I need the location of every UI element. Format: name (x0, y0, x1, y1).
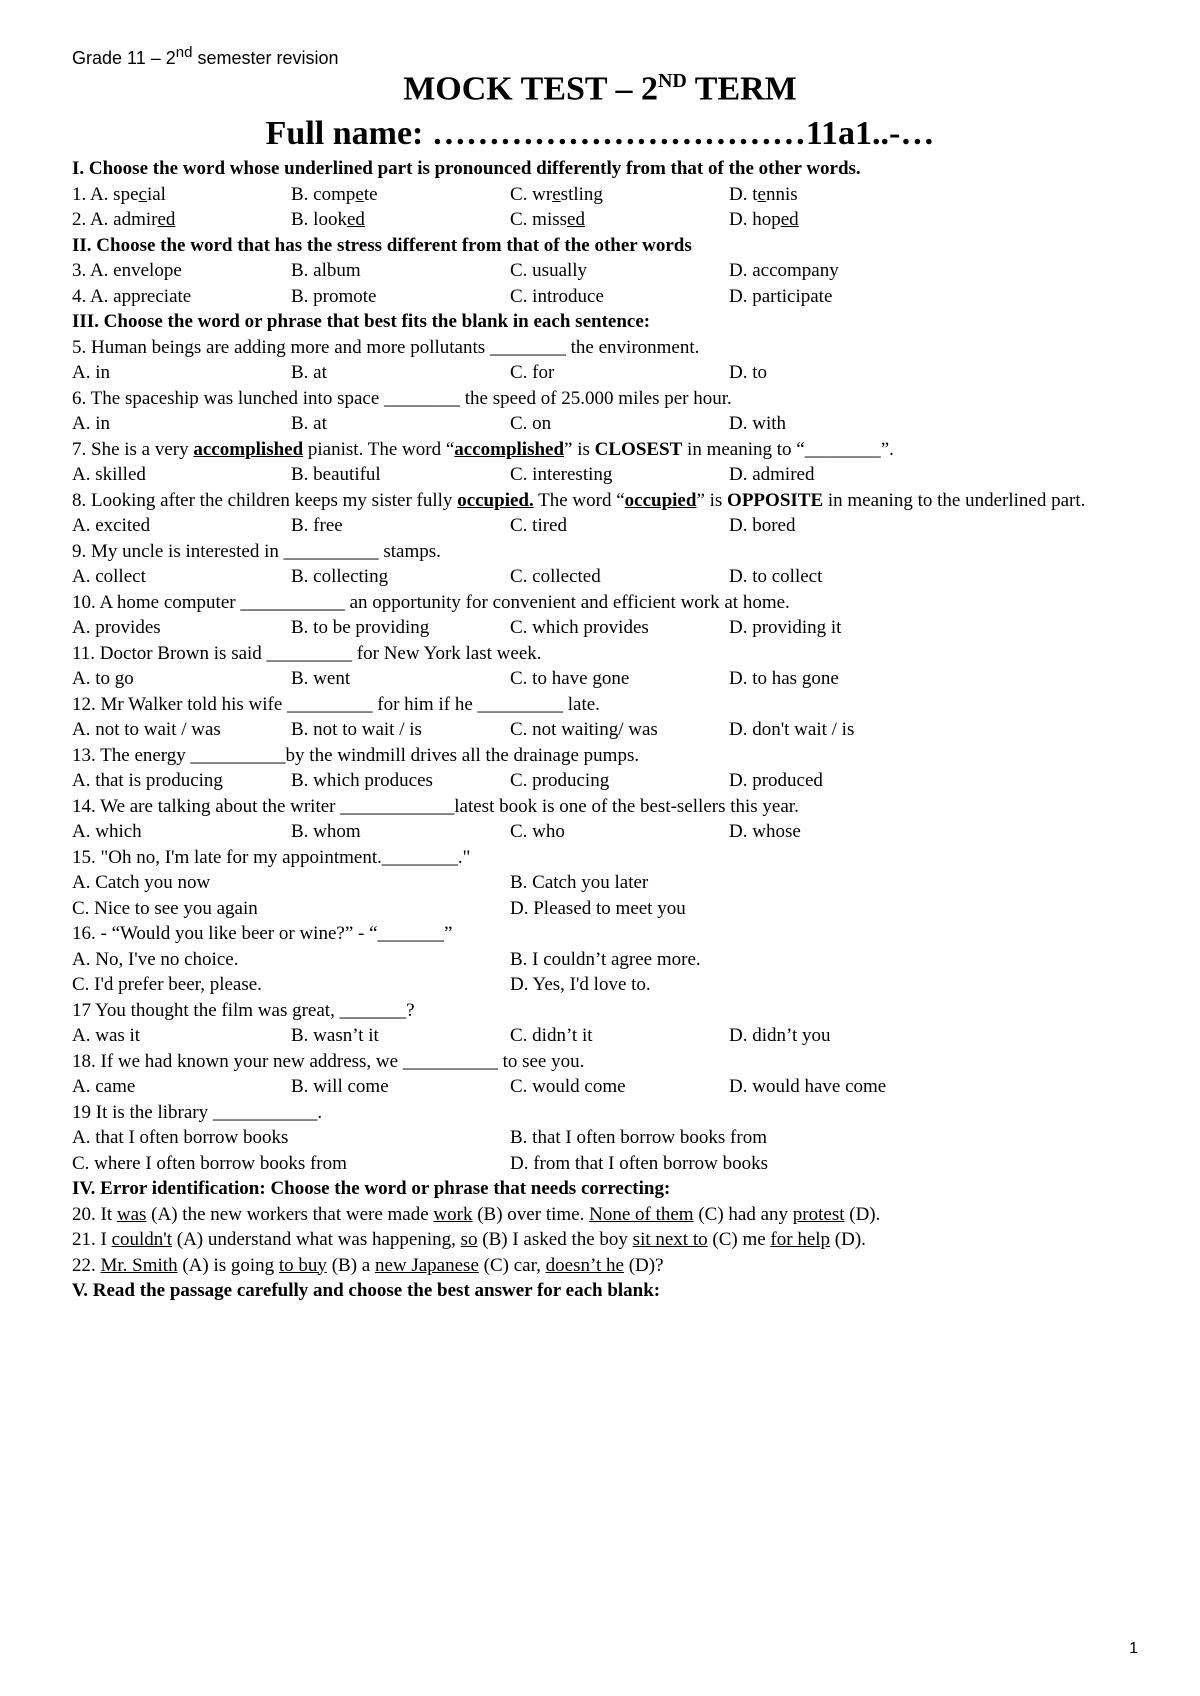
title-text-end: TERM (686, 70, 797, 108)
stem-text: 22. (72, 1254, 101, 1276)
question-10-options (72, 615, 1132, 641)
option-4b: B. promote (291, 285, 377, 307)
stem-text: pianist. The word “ (303, 438, 455, 460)
option-8d: D. bored (729, 515, 796, 536)
section-heading-5: V. Read the passage carefully and choose the best answer for each blank: (72, 1280, 661, 1301)
section-heading-2: II. Choose the word that has the stress different from that of the other words (72, 234, 692, 256)
option-7c: C. interesting (510, 464, 613, 485)
question-19-options-row1 (72, 1125, 1132, 1151)
stem-text: (A) is going (177, 1254, 279, 1276)
question-16-options-row1 (72, 947, 1132, 973)
header-note (72, 44, 339, 69)
question-13-stem: 13. The energy __________by the windmill drives all the drainage pumps. (72, 744, 640, 766)
option-10a: A. provides (72, 617, 161, 638)
option-4a: 4. A. appreciate (72, 285, 192, 307)
option-1d (729, 182, 948, 208)
option-text: 2. A. admir (72, 209, 158, 230)
option-5d: D. to (729, 362, 767, 383)
option-6c: C. on (510, 413, 552, 434)
emphasized-word: OPPOSITE (727, 489, 824, 511)
option-9b: B. collecting (291, 566, 389, 587)
question-7-options (72, 462, 1132, 488)
option-18a: A. came (72, 1076, 136, 1097)
option-16d: D. Yes, I'd love to. (510, 974, 651, 995)
stem-text: (D). (830, 1229, 866, 1250)
full-name-line: Full name: ……………………………11a1..-… (265, 115, 935, 152)
option-7a: A. skilled (72, 464, 146, 485)
stem-text: 20. It (72, 1203, 117, 1225)
option-14d: D. whose (729, 821, 801, 842)
question-21 (72, 1227, 1132, 1253)
stem-text: ” is (696, 489, 728, 511)
option-12c: C. not waiting/ was (510, 719, 658, 740)
title-text: MOCK TEST – 2 (403, 70, 658, 108)
question-13-options (72, 768, 1132, 794)
header-note-superscript: nd (175, 44, 193, 61)
stem-text: (C) me (707, 1229, 771, 1250)
option-6d: D. with (729, 413, 786, 434)
stem-text: (C) had any (693, 1203, 793, 1225)
question-8-options (72, 513, 1132, 539)
underlined-part: None of them (589, 1203, 694, 1225)
option-10c: C. which provides (510, 617, 649, 638)
underlined-part: ed (346, 209, 365, 230)
option-9a: A. collect (72, 566, 146, 587)
stem-text: 21. I (72, 1229, 112, 1250)
option-5b: B. at (291, 362, 327, 383)
option-7d: D. admired (729, 464, 815, 485)
option-17c: C. didn’t it (510, 1025, 593, 1046)
stem-text: ” is (564, 438, 595, 460)
page-title (0, 70, 1200, 108)
option-15d: D. Pleased to meet you (510, 897, 686, 919)
option-1a (72, 182, 291, 208)
emphasized-word: accomplished (193, 438, 304, 460)
option-5c: C. for (510, 362, 555, 383)
option-4d: D. participate (729, 285, 833, 307)
option-2d (729, 207, 948, 233)
stem-text: in meaning to “________”. (682, 438, 894, 460)
underlined-part: doesn’t he (545, 1254, 624, 1276)
option-1c (510, 182, 729, 208)
option-13b: B. which produces (291, 770, 433, 791)
question-5-stem: 5. Human beings are adding more and more pollutants ________ the environment. (72, 336, 700, 358)
option-12d: D. don't wait / is (729, 719, 855, 740)
underlined-part: was (116, 1203, 147, 1225)
option-7b: B. beautiful (291, 464, 381, 485)
underlined-part: work (433, 1203, 473, 1225)
option-text: B. look (291, 209, 347, 230)
section-heading-4: IV. Error identification: Choose the word or phrase that needs correcting: (72, 1178, 671, 1199)
stem-text: (A) understand what was happening, (172, 1229, 461, 1250)
stem-text: 7. She is a very (72, 438, 194, 460)
test-content (72, 156, 1132, 1304)
option-11b: B. went (291, 668, 351, 689)
option-17a: A. was it (72, 1025, 141, 1046)
question-17-stem: 17 You thought the film was great, _______? (72, 999, 415, 1021)
option-6a: A. in (72, 413, 110, 434)
option-14a: A. which (72, 821, 142, 842)
question-15-options-row2 (72, 896, 1132, 922)
option-3a: 3. A. envelope (72, 260, 182, 281)
question-5-options (72, 360, 1132, 386)
option-2a (72, 207, 291, 233)
question-8-stem (72, 488, 1132, 514)
question-14-stem: 14. We are talking about the writer ____________latest book is one of the best-sellers this year. (72, 795, 799, 817)
question-15-options-row1 (72, 870, 1132, 896)
underlined-part: couldn't (111, 1229, 172, 1250)
option-16a: A. No, I've no choice. (72, 948, 239, 970)
option-5a: A. in (72, 362, 110, 383)
question-17-options (72, 1023, 1132, 1049)
option-4c: C. introduce (510, 285, 604, 307)
question-14-options (72, 819, 1132, 845)
option-19c: C. where I often borrow books from (72, 1152, 347, 1174)
question-11-options (72, 666, 1132, 692)
option-15b: B. Catch you later (510, 872, 649, 893)
question-10-stem: 10. A home computer ___________ an opportunity for convenient and efficient work at home. (72, 591, 790, 613)
question-2 (72, 207, 1132, 233)
stem-text: (D)? (623, 1254, 664, 1276)
stem-text: in meaning to the underlined part. (823, 489, 1086, 511)
underlined-part: ed (157, 209, 176, 230)
question-18-options (72, 1074, 1132, 1100)
option-text: D. hop (729, 209, 781, 230)
option-2c (510, 207, 729, 233)
option-13a: A. that is producing (72, 770, 223, 791)
option-6b: B. at (291, 413, 327, 434)
section-heading-3: III. Choose the word or phrase that best fits the blank in each sentence: (72, 311, 651, 332)
option-19a: A. that I often borrow books (72, 1127, 289, 1148)
emphasized-word: accomplished (454, 438, 565, 460)
option-3b: B. album (291, 260, 361, 281)
option-12b: B. not to wait / is (291, 719, 422, 740)
question-16-stem: 16. - “Would you like beer or wine?” - “_______” (72, 923, 453, 944)
option-text: stling (560, 183, 603, 205)
stem-text: (B) over time. (472, 1203, 590, 1225)
underlined-part: c (138, 183, 147, 205)
stem-text: 8. Looking after the children keeps my sister fully (72, 489, 458, 511)
option-text: ial (146, 183, 166, 205)
question-7-stem (72, 437, 1132, 463)
question-22 (72, 1253, 1132, 1279)
emphasized-word: CLOSEST (594, 438, 683, 460)
question-9-options (72, 564, 1132, 590)
stem-text: (B) a (326, 1254, 375, 1276)
question-18-stem: 18. If we had known your new address, we __________ to see you. (72, 1050, 585, 1072)
question-9-stem: 9. My uncle is interested in __________ stamps. (72, 540, 441, 562)
page-number: 1 (1129, 1640, 1138, 1657)
underlined-part: Mr. Smith (100, 1254, 178, 1276)
option-8b: B. free (291, 515, 343, 536)
underlined-part: for help (770, 1229, 831, 1250)
option-15c: C. Nice to see you again (72, 897, 258, 919)
underlined-part: ed (780, 209, 799, 230)
option-18b: B. will come (291, 1076, 389, 1097)
underlined-part: sit next to (632, 1229, 708, 1250)
question-12-options (72, 717, 1132, 743)
option-13d: D. produced (729, 770, 823, 791)
option-8c: C. tired (510, 515, 567, 536)
option-8a: A. excited (72, 515, 151, 536)
option-9c: C. collected (510, 566, 601, 587)
stem-text: (C) car, (478, 1254, 546, 1276)
option-15a: A. Catch you now (72, 872, 211, 893)
option-18d: D. would have come (729, 1076, 887, 1097)
option-11c: C. to have gone (510, 668, 630, 689)
option-14b: B. whom (291, 821, 361, 842)
underlined-part: so (460, 1229, 478, 1250)
underlined-part: e (355, 183, 364, 205)
option-3c: C. usually (510, 260, 588, 281)
option-text: te (363, 183, 378, 205)
emphasized-word: occupied (624, 489, 697, 511)
question-19-options-row2 (72, 1151, 1132, 1177)
option-16b: B. I couldn’t agree more. (510, 948, 701, 970)
question-6-stem: 6. The spaceship was lunched into space ________ the speed of 25.000 miles per hour. (72, 387, 732, 409)
option-1b (291, 182, 510, 208)
option-11d: D. to has gone (729, 668, 839, 689)
question-4 (72, 284, 1132, 310)
question-12-stem: 12. Mr Walker told his wife _________ for him if he _________ late. (72, 693, 600, 715)
option-text: C. wr (510, 183, 553, 205)
option-17b: B. wasn’t it (291, 1025, 379, 1046)
option-12a: A. not to wait / was (72, 719, 221, 740)
header-note-text-end: semester revision (192, 48, 339, 68)
option-3d: D. accompany (729, 260, 839, 281)
option-13c: C. producing (510, 770, 610, 791)
question-11-stem: 11. Doctor Brown is said _________ for New York last week. (72, 642, 542, 664)
stem-text: (A) the new workers that were made (146, 1203, 434, 1225)
underlined-part: ed (567, 209, 585, 230)
option-text: C. miss (510, 209, 568, 230)
emphasized-word: occupied. (457, 489, 534, 511)
option-18c: C. would come (510, 1076, 626, 1097)
question-19-stem: 19 It is the library ___________. (72, 1101, 323, 1123)
option-19d: D. from that I often borrow books (510, 1152, 769, 1174)
option-text: nnis (765, 183, 798, 205)
underlined-part: to buy (278, 1254, 327, 1276)
question-20 (72, 1202, 1132, 1228)
question-15-stem: 15. "Oh no, I'm late for my appointment.________." (72, 846, 471, 868)
stem-text: (D). (844, 1203, 881, 1225)
option-19b: B. that I often borrow books from (510, 1127, 767, 1148)
option-text: 1. A. spe (72, 183, 139, 205)
question-3 (72, 258, 1132, 284)
option-text: D. t (729, 183, 758, 205)
underlined-part: protest (792, 1203, 845, 1225)
option-16c: C. I'd prefer beer, please. (72, 974, 262, 995)
option-10b: B. to be providing (291, 617, 430, 638)
option-10d: D. providing it (729, 617, 842, 638)
question-1 (72, 182, 1132, 208)
option-9d: D. to collect (729, 566, 823, 587)
stem-text: (B) I asked the boy (477, 1229, 633, 1250)
question-6-options (72, 411, 1132, 437)
option-14c: C. who (510, 821, 565, 842)
option-17d: D. didn’t you (729, 1025, 831, 1046)
option-2b (291, 207, 510, 233)
option-text: B. comp (291, 183, 356, 205)
stem-text: The word “ (533, 489, 625, 511)
option-11a: A. to go (72, 668, 134, 689)
section-heading-1: I. Choose the word whose underlined part is pronounced differently from that of the other words. (72, 158, 861, 179)
underlined-part: new Japanese (374, 1254, 479, 1276)
header-note-text: Grade 11 – 2 (72, 48, 176, 68)
underlined-part: e (552, 183, 561, 205)
underlined-part: e (757, 183, 766, 205)
title-superscript: ND (657, 70, 687, 92)
question-16-options-row2 (72, 972, 1132, 998)
